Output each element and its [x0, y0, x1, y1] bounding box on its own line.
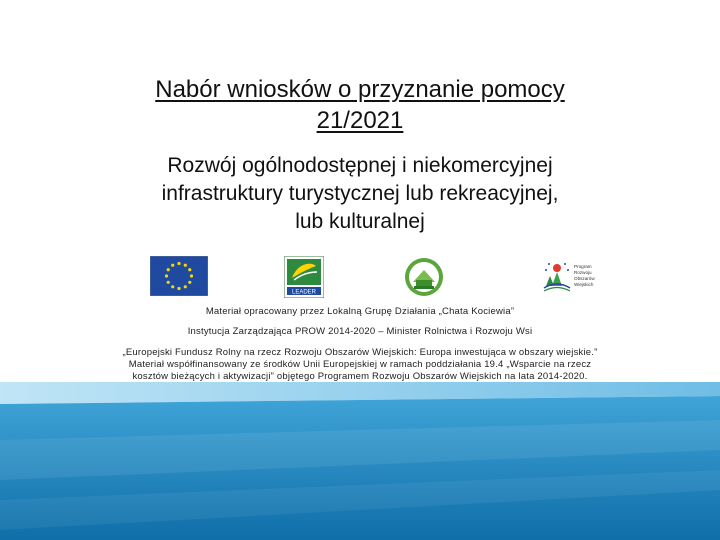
slide-subtitle — [70, 152, 650, 236]
svg-text:Obszarów: Obszarów — [574, 276, 595, 281]
info-line-3: „Europejski Fundusz Rolny na rzecz Rozwoju Obszarów Wiejskich: Europa inwestująca w obszary wiejskie.” — [122, 347, 598, 358]
info-line-2: Instytucja Zarządzająca PROW 2014-2020 – Minister Rolnictwa i Rozwoju Wsi — [187, 326, 533, 337]
svg-text:Rozwoju: Rozwoju — [574, 270, 592, 275]
footer-decoration — [0, 380, 720, 540]
info-line-1: Materiał opracowany przez Lokalną Grupę Działania „Chata Kociewia” — [205, 306, 515, 317]
prow-logo — [540, 256, 606, 298]
svg-text:Program: Program — [574, 264, 592, 269]
eu-flag-logo — [150, 256, 208, 296]
leader-logo — [284, 256, 324, 298]
info-line-5: kosztów bieżących i aktywizacji” objętego Programem Rozwoju Obszarów Wiejskich na lata 2014-2020. — [132, 371, 588, 382]
subtitle-line-1: Rozwój ogólnodostępnej i niekomercyjnej — [167, 154, 553, 177]
subtitle-line-3: lub kulturalnej — [295, 210, 425, 233]
logo-strip — [0, 256, 720, 302]
title-line-1: Nabór wniosków o przyznanie pomocy — [155, 76, 565, 103]
info-line-4: Materiał współfinansowany ze środków Unii Europejskiej w ramach poddziałania 19.4 „Wsparcie na rzecz — [128, 359, 592, 370]
info-block — [60, 306, 660, 383]
svg-text:Wiejskich: Wiejskich — [574, 282, 594, 287]
leader-logo-text: LEADER — [291, 289, 317, 296]
slide-title — [60, 74, 660, 136]
subtitle-line-2: infrastruktury turystycznej lub rekreacyjnej, — [161, 182, 559, 205]
title-line-2: 21/2021 — [316, 107, 404, 134]
lgd-chata-kociewia-logo — [404, 256, 444, 298]
